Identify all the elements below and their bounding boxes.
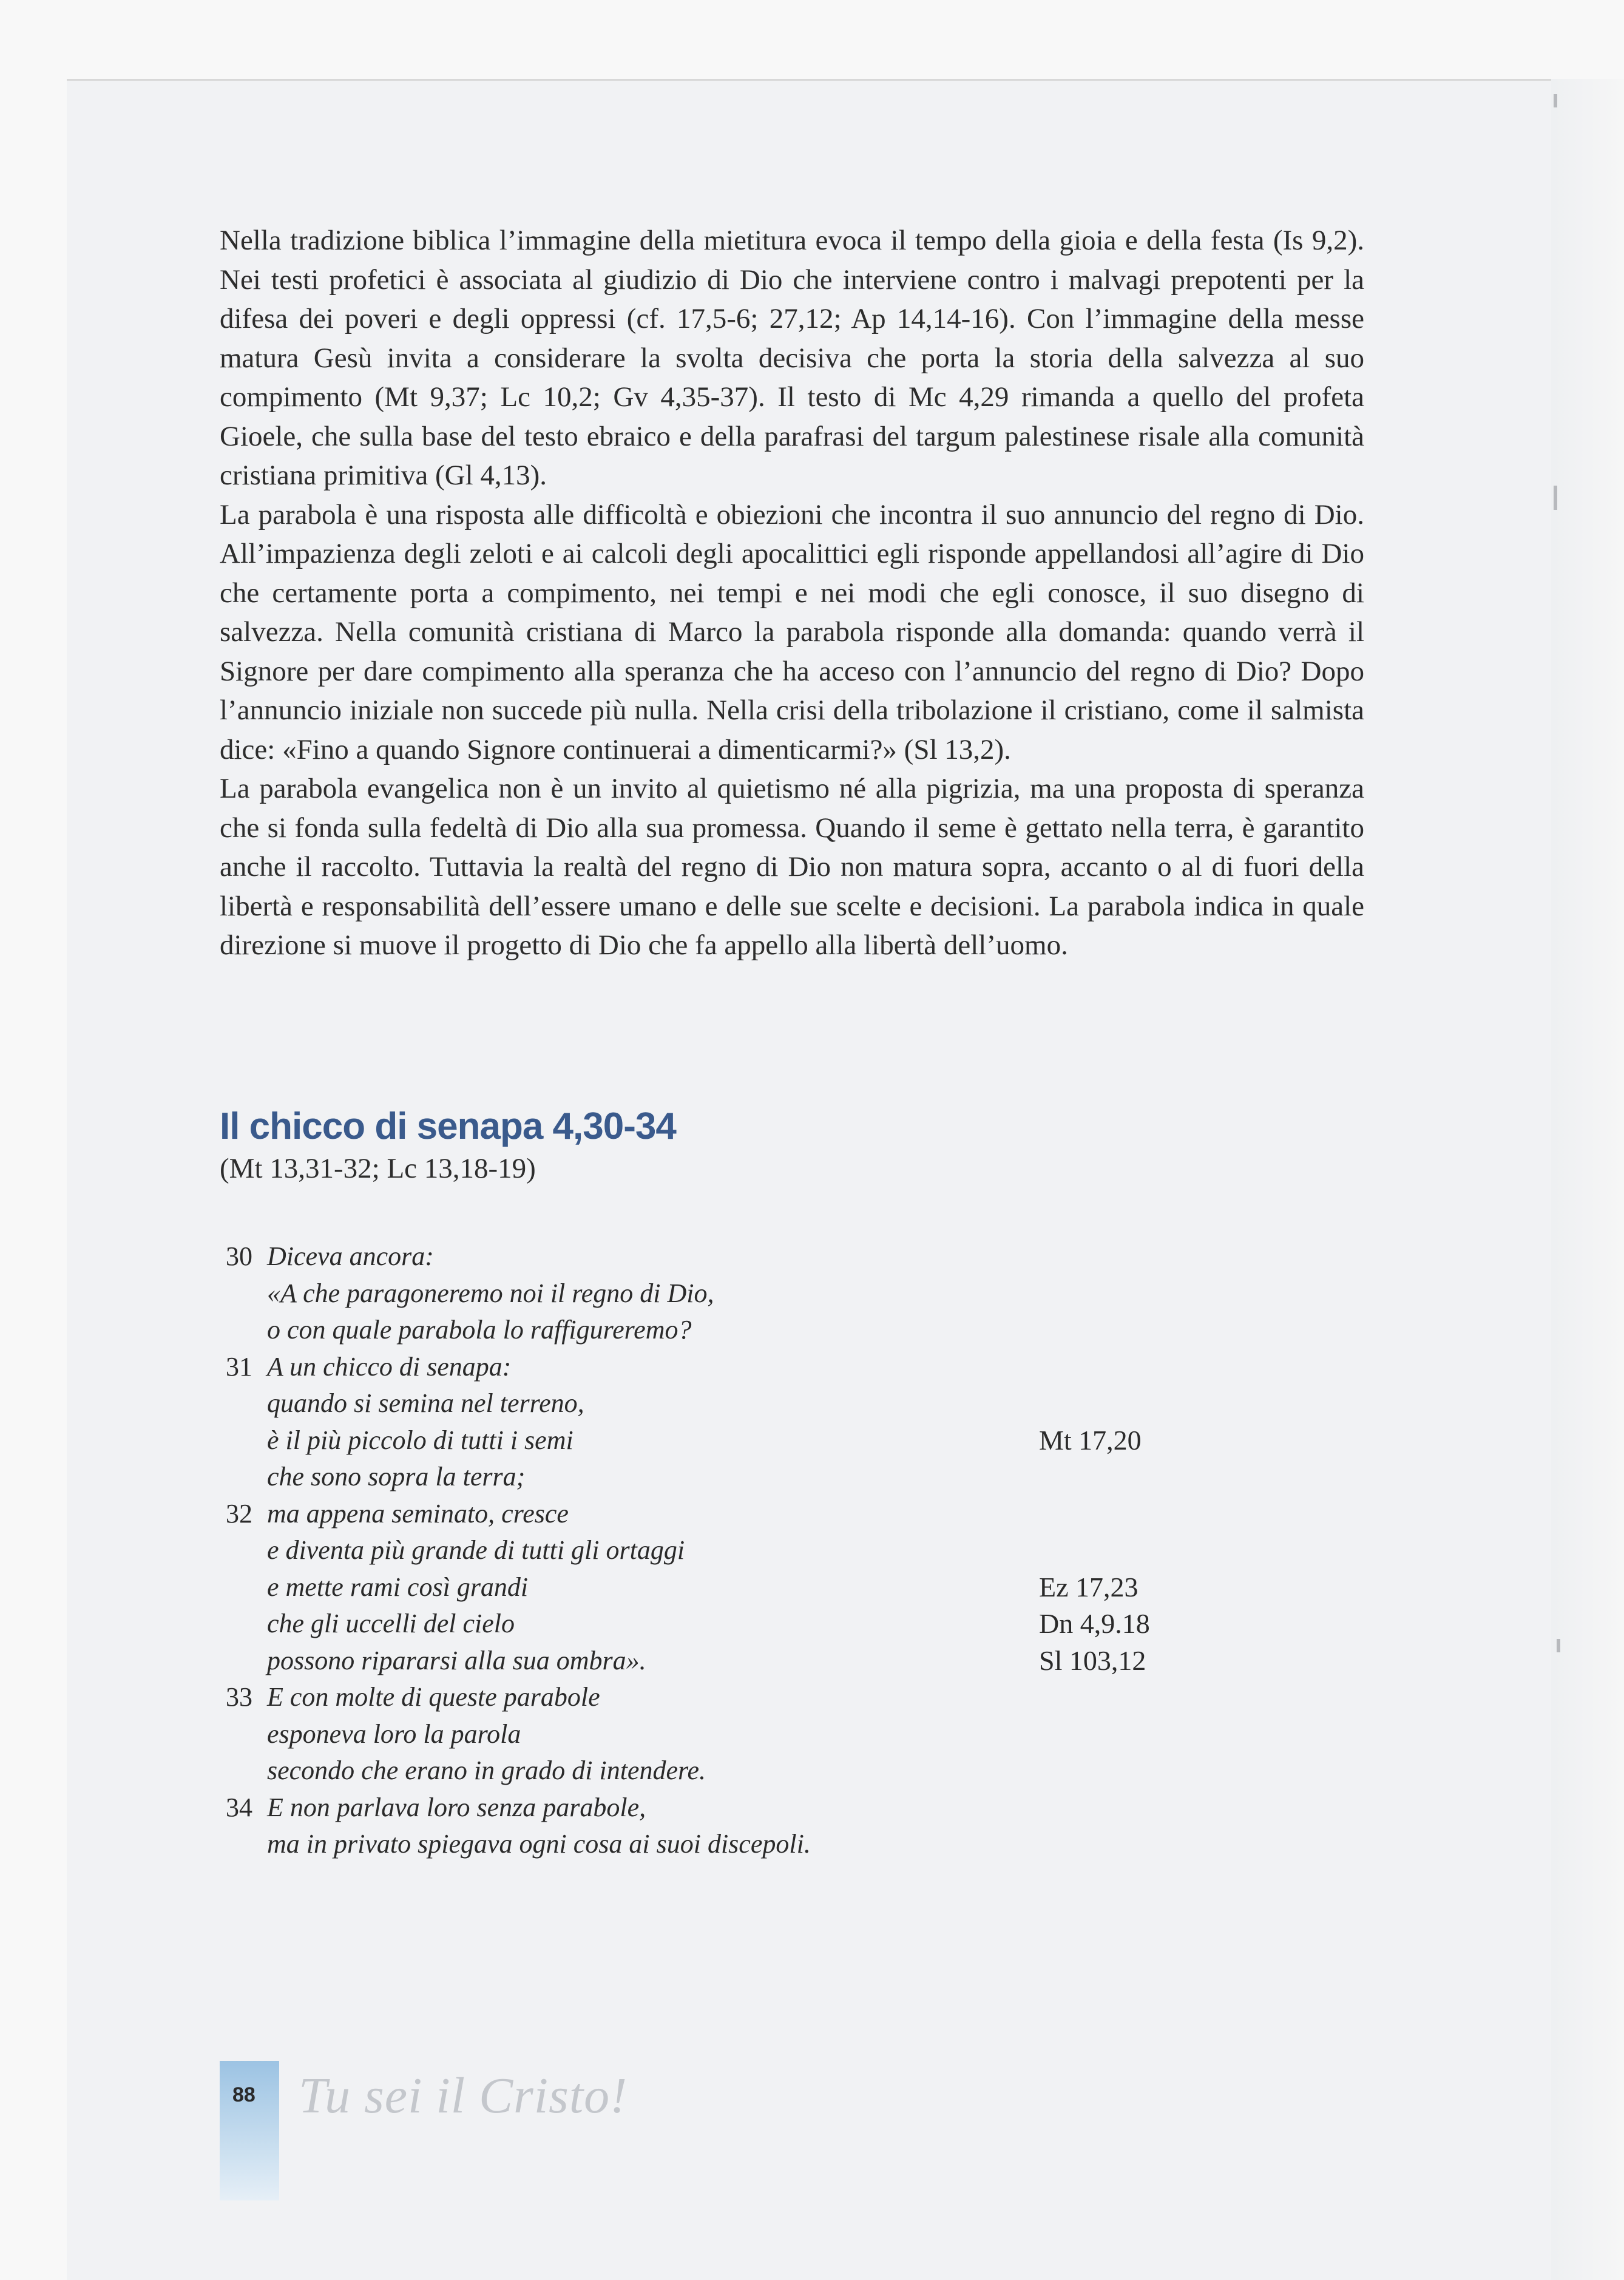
section-parallels: (Mt 13,31-32; Lc 13,18-19) (220, 1153, 536, 1184)
verse-line (226, 1826, 1172, 1863)
verse-text: che gli uccelli del cielo (267, 1609, 515, 1638)
verse-line (226, 1385, 1172, 1422)
verse-text: ma in privato spiegava ogni cosa ai suoi discepoli. (267, 1829, 811, 1859)
verse-text: Diceva ancora: (267, 1241, 434, 1271)
verse-line (226, 1532, 1172, 1569)
cross-reference: Mt 17,20 (1039, 1424, 1142, 1456)
verse-line (226, 1349, 1172, 1386)
cross-reference: Sl 103,12 (1039, 1644, 1146, 1676)
verse-text: e mette rami così grandi (267, 1572, 529, 1602)
page-top-edge (67, 79, 1624, 81)
verse-line (226, 1569, 1172, 1606)
verse-line (226, 1459, 1172, 1496)
verse-text: quando si semina nel terreno, (267, 1388, 584, 1418)
verse-line (226, 1790, 1172, 1827)
verse-line (226, 1496, 1172, 1533)
verse-text: E non parlava loro senza parabole, (267, 1792, 646, 1822)
paragraph-3: La parabola evangelica non è un invito al quietismo né alla pigrizia, ma una proposta di speranza che si fonda sulla fedeltà di Dio alla sua promessa. Quando il seme è gettato nella terra, è garantito anche il raccolto. Tuttavia la realtà del regno di Dio non matura sopra, accanto o al di fuori della libertà e responsabilità dell’essere umano e delle sue scelte e decisioni. La parabola indica in quale direzione si muove il progetto di Dio che fa appello alla libertà dell’uomo. (220, 773, 1364, 961)
verse-text: esponeva loro la parola (267, 1718, 521, 1749)
verse-line (226, 1606, 1172, 1643)
verse-text: E con molte di queste parabole (267, 1682, 600, 1712)
verse-text: o con quale parabola lo raffigureremo? (267, 1315, 692, 1345)
running-title: Tu sei il Cristo! (299, 2068, 628, 2124)
verse-text: che sono sopra la terra; (267, 1462, 526, 1491)
scan-mark (1554, 94, 1557, 107)
verse-text: ma appena seminato, cresce (267, 1498, 569, 1528)
verse-text: possono ripararsi alla sua ombra». (267, 1645, 646, 1675)
verse-line (226, 1643, 1172, 1680)
verse-line (226, 1716, 1172, 1753)
verse-line (226, 1752, 1172, 1790)
paragraph-1: Nella tradizione biblica l’immagine della mietitura evoca il tempo della gioia e della festa (Is 9,2). Nei testi profetici è associata al giudizio di Dio che interviene contro i malvagi prepotenti per la difesa dei poveri e degli oppressi (cf. 17,5-6; 27,12; Ap 14,14-16). Con l’immagine della messe matura Gesù invita a considerare la svolta decisiva che porta la storia della salvezza al suo compimento (Mt 9,37; Lc 10,2; Gv 4,35-37). Il testo di Mc 4,29 rimanda a quello del profeta Gioele, che sulla base del testo ebraico e della parafrasi del targum palestinese risale alla comunità cristiana primitiva (Gl 4,13). (220, 225, 1364, 491)
verse-line (226, 1422, 1172, 1459)
verse-line (226, 1312, 1172, 1349)
page-number: 88 (232, 2083, 255, 2106)
cross-reference: Ez 17,23 (1039, 1571, 1138, 1603)
scan-mark (1554, 486, 1557, 510)
paragraph-2: La parabola è una risposta alle difficoltà e obiezioni che incontra il suo annuncio del regno di Dio. All’impazienza degli zeloti e ai calcoli degli apocalittici egli risponde appellandosi all’agire di Dio che certamente porta a compimento, nei tempi e nei modi che egli conosce, il suo disegno di salvezza. Nella comunità cristiana di Marco la parabola risponde alla domanda: quando verrà il Signore per dare compimento alla speranza che ha acceso con l’annuncio del regno di Dio? Dopo l’annuncio iniziale non succede più nulla. Nella crisi della tribolazione il cristiano, come il salmista dice: «Fino a quando Signore continuerai a dimenticarmi?» (Sl 13,2). (220, 498, 1364, 765)
verse-number: 34 (226, 1792, 252, 1822)
footer-color-bar (220, 2061, 279, 2200)
verse-text: «A che paragoneremo noi il regno di Dio, (267, 1278, 714, 1308)
verse-text: secondo che erano in grado di intendere. (267, 1756, 706, 1785)
verse-line (226, 1679, 1172, 1716)
verse-text: è il più piccolo di tutti i semi (267, 1425, 573, 1455)
verse-number: 33 (226, 1682, 252, 1712)
verse-number: 30 (226, 1241, 252, 1271)
verse-text: A un chicco di senapa: (267, 1351, 512, 1382)
page-right-shadow (1551, 79, 1624, 2280)
section-title: Il chicco di senapa 4,30-34 (220, 1105, 676, 1147)
verse-line (226, 1238, 1172, 1275)
verse-block (226, 1238, 1172, 1863)
verse-text: e diventa più grande di tutti gli ortaggi (267, 1535, 685, 1565)
scan-mark (1557, 1639, 1560, 1652)
body-text (220, 221, 1364, 965)
verse-line (226, 1275, 1172, 1312)
verse-number: 32 (226, 1498, 252, 1528)
verse-number: 31 (226, 1351, 252, 1382)
cross-reference: Dn 4,9.18 (1039, 1608, 1150, 1639)
